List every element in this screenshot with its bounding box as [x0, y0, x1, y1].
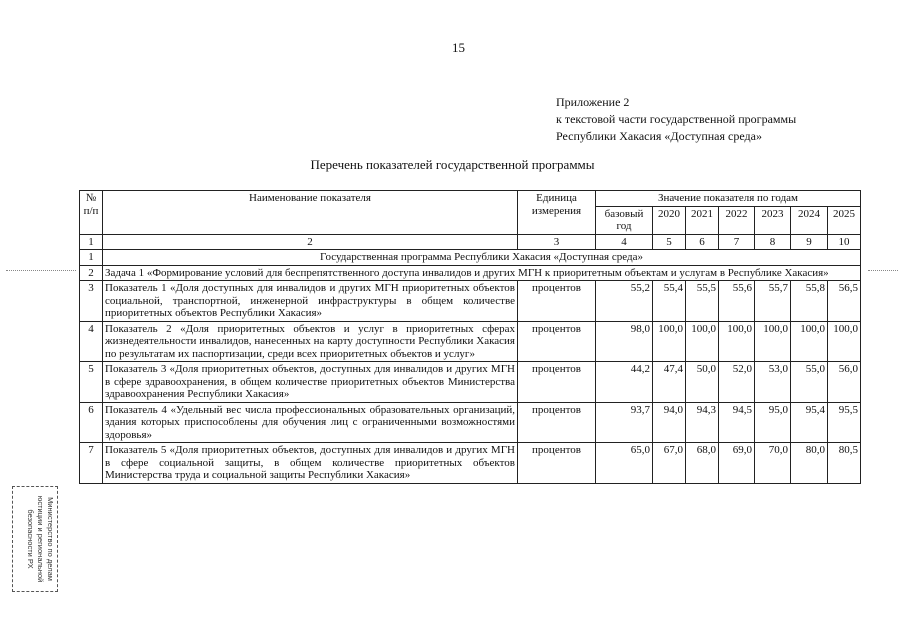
indicator-unit: процентов [518, 443, 596, 484]
indicator-unit: процентов [518, 362, 596, 403]
task-row [80, 265, 861, 281]
appendix-line-2: к текстовой части государственной программы [556, 112, 797, 126]
header-values-group: Значение показателя по годам [596, 191, 861, 207]
indicator-year-value: 94,0 [653, 402, 686, 443]
indicator-year-value: 100,0 [719, 321, 755, 362]
indicator-row [80, 443, 861, 484]
header-year: 2023 [755, 206, 791, 234]
scan-artifact-left [6, 270, 76, 272]
indicator-name: Показатель 3 «Доля приоритетных объектов, доступных для инвалидов и других МГН в сфере здравоохранения, в общем количестве приоритетных объектов Министерства здравоохранения Республики Хакасия» [103, 362, 518, 403]
appendix-line-1: Приложение 2 [556, 95, 630, 109]
indicator-unit: процентов [518, 281, 596, 322]
task-title: Задача 1 «Формирование условий для беспрепятственного доступа инвалидов и других МГН к приоритетным объектам и услугам в Республике Хакасия» [103, 265, 861, 281]
indicator-unit: процентов [518, 402, 596, 443]
header-year: 2022 [719, 206, 755, 234]
indicator-year-value: 80,5 [828, 443, 861, 484]
indicator-year-value: 95,0 [755, 402, 791, 443]
column-index: 6 [686, 234, 719, 250]
row-number: 4 [80, 321, 103, 362]
scan-artifact-right [868, 270, 898, 272]
column-index: 8 [755, 234, 791, 250]
header-unit: Единица измерения [518, 191, 596, 235]
row-number: 5 [80, 362, 103, 403]
indicator-base-value: 44,2 [596, 362, 653, 403]
header-year: 2024 [791, 206, 828, 234]
indicator-year-value: 52,0 [719, 362, 755, 403]
indicator-unit: процентов [518, 321, 596, 362]
indicator-base-value: 65,0 [596, 443, 653, 484]
indicator-year-value: 80,0 [791, 443, 828, 484]
row-number: 2 [80, 265, 103, 281]
ministry-stamp [12, 486, 58, 592]
column-index: 10 [828, 234, 861, 250]
page-number: 15 [452, 40, 465, 55]
row-number: 6 [80, 402, 103, 443]
indicator-year-value: 100,0 [755, 321, 791, 362]
indicator-year-value: 69,0 [719, 443, 755, 484]
indicator-base-value: 98,0 [596, 321, 653, 362]
row-number: 3 [80, 281, 103, 322]
indicator-row [80, 321, 861, 362]
indicator-year-value: 100,0 [653, 321, 686, 362]
column-index: 2 [103, 234, 518, 250]
indicator-name: Показатель 2 «Доля приоритетных объектов и услуг в приоритетных сферах жизнедеятельности инвалидов, нанесенных на карту доступности Республики Хакасия по результатам их паспортизации, среди всех приоритетных объектов и услуг» [103, 321, 518, 362]
stamp-line-2: юстиции и региональной [36, 495, 45, 583]
column-index: 3 [518, 234, 596, 250]
indicator-base-value: 55,2 [596, 281, 653, 322]
indicator-row [80, 362, 861, 403]
indicator-name: Показатель 5 «Доля приоритетных объектов, доступных для инвалидов и других МГН в сфере социальной защиты, в общем количестве приоритетных объектов Министерства труда и социальной защиты Республики Хакасия» [103, 443, 518, 484]
indicator-row [80, 402, 861, 443]
header-year: 2020 [653, 206, 686, 234]
header-year: 2021 [686, 206, 719, 234]
row-number: 7 [80, 443, 103, 484]
indicator-base-value: 93,7 [596, 402, 653, 443]
stamp-line-1: Министерство по делам [46, 497, 55, 581]
header-year: 2025 [828, 206, 861, 234]
column-index-row [80, 234, 861, 250]
indicator-year-value: 55,4 [653, 281, 686, 322]
indicator-year-value: 68,0 [686, 443, 719, 484]
indicator-year-value: 55,0 [791, 362, 828, 403]
indicator-year-value: 95,4 [791, 402, 828, 443]
section-title: Государственная программа Республики Хакасия «Доступная среда» [103, 250, 861, 266]
indicator-year-value: 67,0 [653, 443, 686, 484]
indicator-year-value: 53,0 [755, 362, 791, 403]
header-base-year: базовый год [596, 206, 653, 234]
indicator-year-value: 50,0 [686, 362, 719, 403]
indicator-name: Показатель 1 «Доля доступных для инвалидов и других МГН приоритетных объектов социальной, транспортной, инженерной инфраструктуры в общем количестве приоритетных объектов Республики Хакасия» [103, 281, 518, 322]
indicator-row [80, 281, 861, 322]
indicator-year-value: 55,8 [791, 281, 828, 322]
indicator-year-value: 47,4 [653, 362, 686, 403]
row-number: 1 [80, 250, 103, 266]
indicator-year-value: 56,0 [828, 362, 861, 403]
indicator-name: Показатель 4 «Удельный вес числа профессиональных образовательных организаций, здания которых приспособлены для обучения лиц с ограниченными возможностями здоровья» [103, 402, 518, 443]
stamp-text [13, 487, 55, 591]
column-index: 7 [719, 234, 755, 250]
column-index: 4 [596, 234, 653, 250]
header-num: № п/п [80, 191, 103, 235]
section-row [80, 250, 861, 266]
indicator-year-value: 55,5 [686, 281, 719, 322]
stamp-line-3: безопасности РХ [26, 509, 35, 569]
indicator-year-value: 100,0 [686, 321, 719, 362]
appendix-line-3: Республики Хакасия «Доступная среда» [556, 129, 762, 143]
column-index: 9 [791, 234, 828, 250]
indicator-year-value: 94,3 [686, 402, 719, 443]
appendix-note [556, 94, 796, 145]
indicator-year-value: 94,5 [719, 402, 755, 443]
column-index: 5 [653, 234, 686, 250]
document-title: Перечень показателей государственной программы [310, 157, 595, 172]
header-row-1 [80, 191, 861, 207]
header-name: Наименование показателя [103, 191, 518, 235]
indicator-year-value: 100,0 [791, 321, 828, 362]
indicators-table [79, 190, 861, 484]
indicator-year-value: 56,5 [828, 281, 861, 322]
indicator-year-value: 55,7 [755, 281, 791, 322]
indicator-year-value: 95,5 [828, 402, 861, 443]
indicator-year-value: 100,0 [828, 321, 861, 362]
column-index: 1 [80, 234, 103, 250]
indicator-year-value: 55,6 [719, 281, 755, 322]
indicator-year-value: 70,0 [755, 443, 791, 484]
